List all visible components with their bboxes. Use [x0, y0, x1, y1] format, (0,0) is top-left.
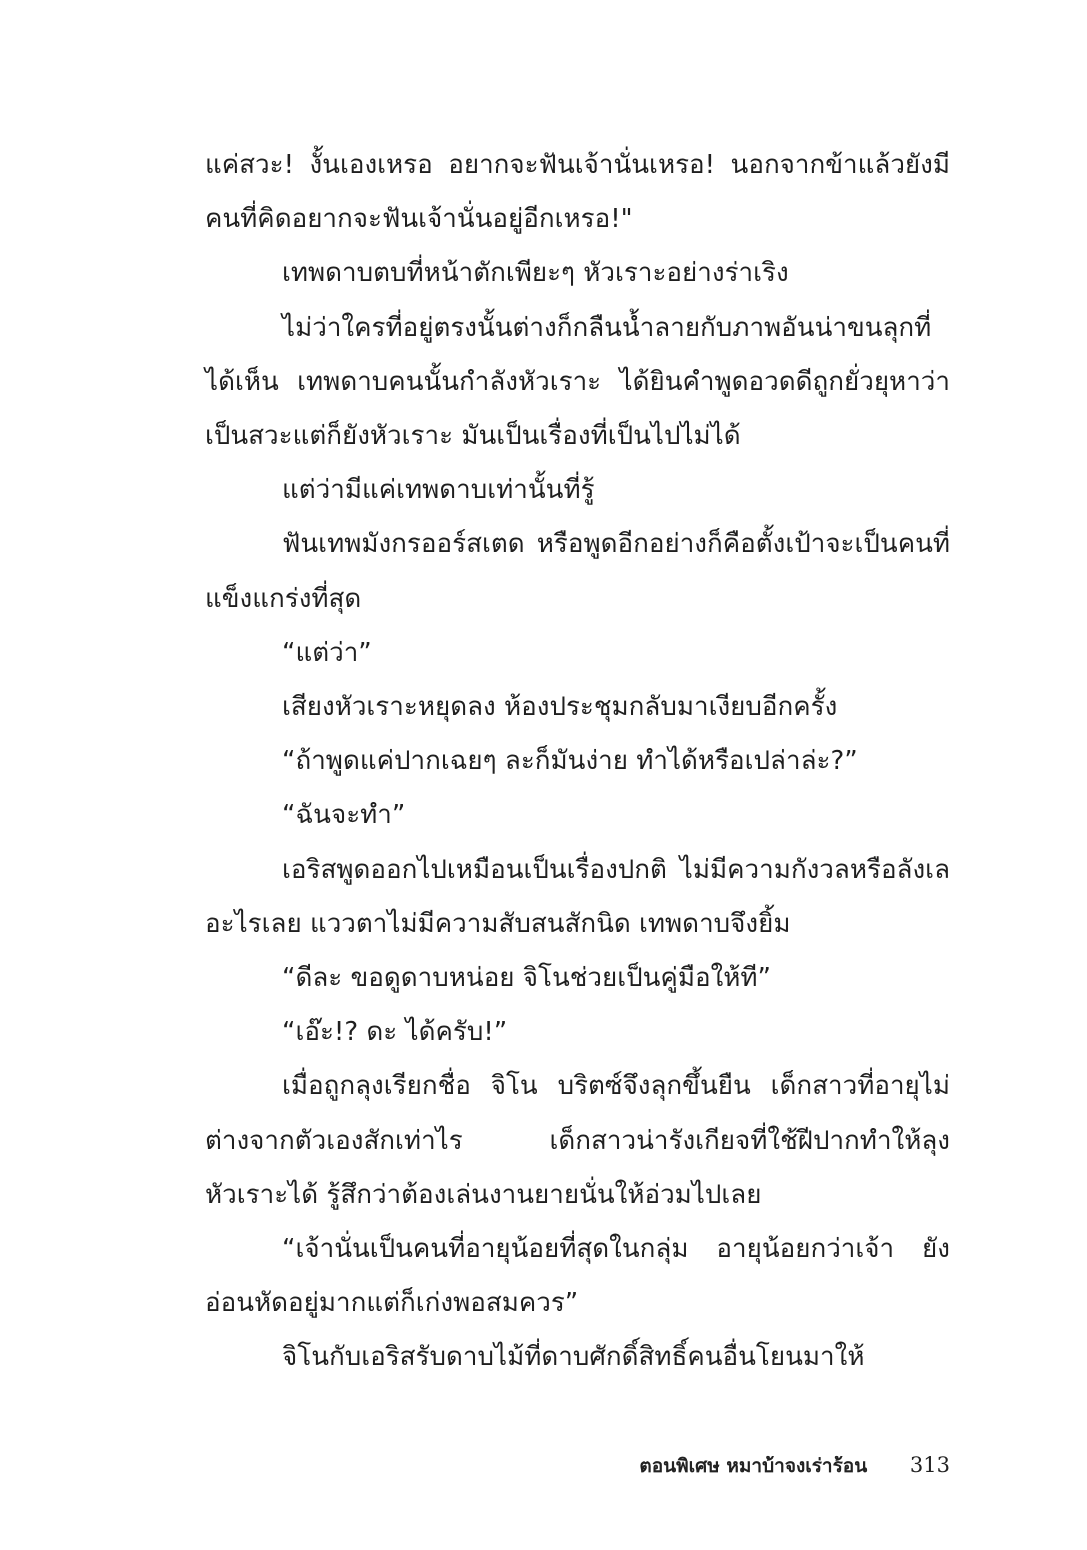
paragraph: “แต่ว่า”	[282, 637, 372, 668]
paragraph: “ถ้าพูดแค่ปากเฉยๆ ละก็มันง่าย ทำได้หรือเปล่าล่ะ?”	[282, 746, 858, 777]
paragraph: เมื่อถูกลุงเรียกชื่อ จิโน บริตซ์จึงลุกขึ้นยืน เด็กสาวที่อายุไม่ต่างจากตัวเองสักเท่าไร เด็กสาวน่ารังเกียจที่ใช้ฝีปากทำให้ลุงหัวเราะได้ รู้สึกว่าต้องเล่นงานยายนั่นให้อ่วมไปเลย	[205, 1071, 950, 1210]
paragraph: เสียงหัวเราะหยุดลง ห้องประชุมกลับมาเงียบอีกครั้ง	[282, 692, 838, 723]
paragraph: แต่ว่ามีแค่เทพดาบเท่านั้นที่รู้	[282, 475, 595, 506]
paragraph: “เอ๊ะ!? ดะ ได้ครับ!”	[282, 1017, 508, 1048]
body-text	[205, 138, 950, 1385]
paragraph: “เจ้านั่นเป็นคนที่อายุน้อยที่สุดในกลุ่ม อายุน้อยกว่าเจ้า ยังอ่อนหัดอยู่มากแต่ก็เก่งพอสมควร”	[205, 1234, 950, 1319]
paragraph: เอริสพูดออกไปเหมือนเป็นเรื่องปกติ ไม่มีความกังวลหรือลังเลอะไรเลย แววตาไม่มีความสับสนสักนิด เทพดาบจึงยิ้ม	[205, 854, 950, 939]
running-title: ตอนพิเศษ หมาบ้าจงเร่าร้อน	[639, 1455, 868, 1477]
paragraph: แค่สวะ! งั้นเองเหรอ อยากจะฟันเจ้านั่นเหรอ! นอกจากข้าแล้วยังมีคนที่คิดอยากจะฟันเจ้านั่นอยู่อีกเหรอ!"	[205, 150, 950, 235]
paragraph: เทพดาบตบที่หน้าตักเพียะๆ หัวเราะอย่างร่าเริง	[282, 258, 789, 289]
paragraph: “ดีละ ขอดูดาบหน่อย จิโนช่วยเป็นคู่มือให้ที”	[282, 963, 772, 994]
paragraph: “ฉันจะทำ”	[282, 800, 406, 831]
paragraph: ฟันเทพมังกรออร์สเตด หรือพูดอีกอย่างก็คือตั้งเป้าจะเป็นคนที่แข็งแกร่งที่สุด	[205, 529, 950, 614]
paragraph: จิโนกับเอริสรับดาบไม้ที่ดาบศักดิ์สิทธิ์คนอื่นโยนมาให้	[282, 1342, 865, 1373]
page-footer	[639, 1445, 950, 1486]
paragraph: ไม่ว่าใครที่อยู่ตรงนั้นต่างก็กลืนน้ำลายกับภาพอันน่าขนลุกที่ได้เห็น เทพดาบคนนั้นกำลังหัวเราะ ได้ยินคำพูดอวดดีถูกยั่วยุหาว่าเป็นสวะแต่ก็ยังหัวเราะ มันเป็นเรื่องที่เป็นไปไม่ได้	[205, 312, 950, 452]
page-number: 313	[909, 1453, 950, 1477]
